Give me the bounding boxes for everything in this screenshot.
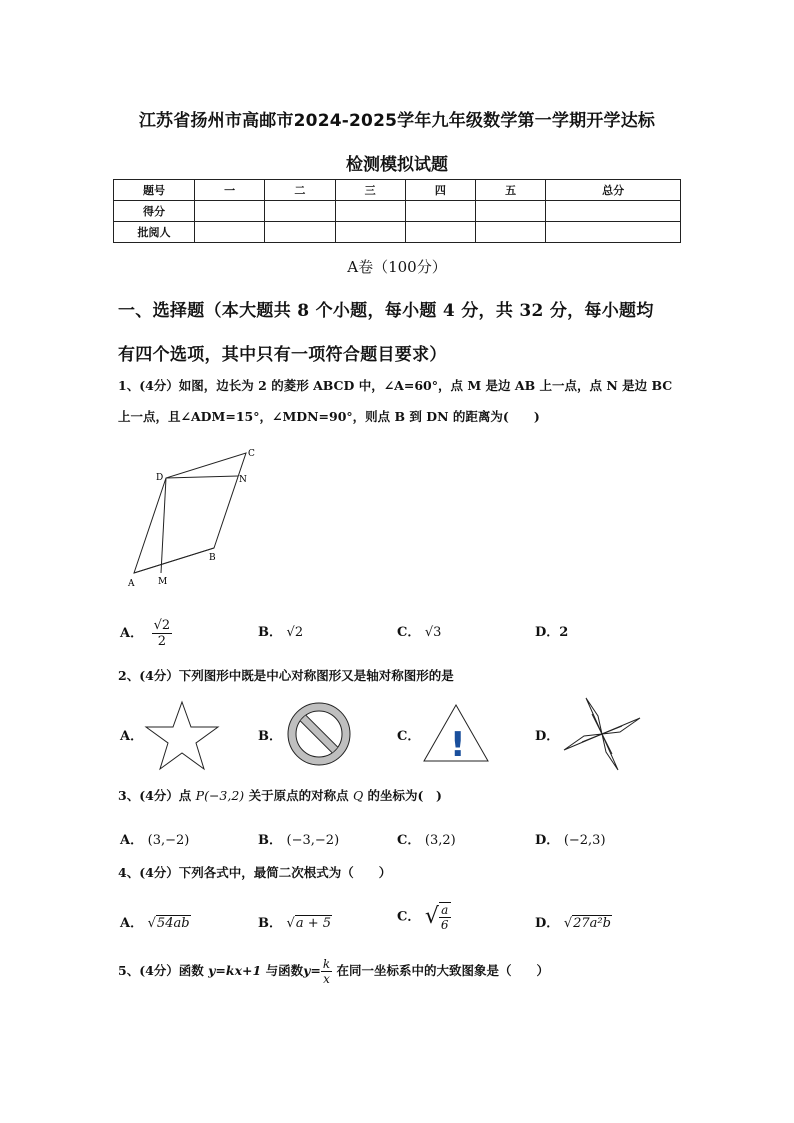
fraction-denominator: 6 (440, 918, 449, 932)
star-icon (144, 700, 220, 772)
question-3-text: 的坐标为( ) (367, 788, 442, 803)
score-table-cell (476, 201, 546, 222)
option-label: A． (120, 833, 144, 848)
figure-label-c: C (248, 449, 255, 459)
figure-label-d: D (156, 473, 164, 483)
q2-option-b-label: B． (258, 729, 282, 744)
option-value: (−2,3) (563, 833, 606, 848)
option-label: C． (397, 625, 421, 640)
fraction-denominator: x (323, 972, 330, 986)
fraction-numerator: √2 (153, 618, 171, 633)
score-table-cell: 三 (335, 180, 405, 201)
fraction-numerator: a (439, 903, 451, 918)
exclamation-mark: ! (450, 725, 466, 764)
question-5 (118, 955, 688, 987)
question-5-text: 与函数 (265, 963, 304, 978)
question-3-text: 关于原点的对称点 (248, 788, 349, 803)
question-3-text: 3、(4分）点 (118, 788, 192, 803)
q4-option-d (535, 912, 612, 931)
option-value: (3,2) (424, 833, 456, 848)
option-label: B． (258, 625, 282, 640)
figure-label-m: M (158, 577, 168, 587)
q2-option-c-label: C． (397, 729, 421, 744)
figure-label-a: A (128, 579, 135, 589)
q4-option-c (397, 902, 451, 932)
function-2-fraction (321, 957, 332, 986)
option-value: (−3,−2) (286, 833, 340, 848)
score-table-row (114, 222, 681, 243)
warning-triangle-icon (421, 702, 491, 764)
score-table (113, 179, 681, 243)
score-table-cell: 一 (195, 180, 265, 201)
option-value: √ $\frac{a}{6}$ (424, 903, 449, 932)
question-1-line1: 1、(4分）如图，边长为 2 的菱形 ABCD 中，∠A=60°，点 M 是边 AB 上一点，点 N 是边 BC (118, 378, 673, 393)
q1-option-a (120, 618, 172, 649)
question-5-text: 5、(4分）函数 (118, 963, 204, 978)
score-table-cell (335, 201, 405, 222)
score-table-cell (546, 222, 681, 243)
section-heading-line2: 有四个选项，其中只有一项符合题目要求） (118, 345, 447, 365)
score-table-row (114, 201, 681, 222)
q1-option-b (258, 621, 303, 640)
option-value: √54ab (147, 916, 190, 931)
option-label: C． (397, 833, 421, 848)
score-table-cell (335, 222, 405, 243)
point-p: P(−3,2) (195, 788, 245, 803)
radicand: a + 5 (295, 916, 332, 931)
q4-option-a (120, 912, 191, 931)
q3-option-b (258, 829, 339, 848)
question-1-line2: 上一点，且∠ADM=15°，∠MDN=90°，则点 B 到 DN 的距离为( ) (118, 409, 540, 424)
score-table-cell (265, 201, 335, 222)
function-2: y= (303, 963, 321, 978)
paper-section-label: A卷（100分） (347, 258, 447, 276)
figure-label-n: N (239, 475, 247, 485)
score-table-cell: 得分 (114, 201, 195, 222)
doc-title-line1: 江苏省扬州市高邮市2024-2025学年九年级数学第一学期开学达标 (138, 111, 656, 131)
score-table-cell (405, 201, 475, 222)
section-heading-line1: 一、选择题（本大题共 8 个小题，每小题 4 分，共 32 分，每小题均 (118, 301, 654, 321)
score-table-cell (195, 222, 265, 243)
option-label: C． (397, 909, 421, 925)
option-value: √27a²b (563, 916, 611, 931)
score-table-cell (476, 222, 546, 243)
q2-option-a-label: A． (120, 729, 144, 744)
pinwheel-icon (562, 696, 642, 772)
option-value: √3 (424, 625, 442, 640)
option-label: D． (535, 916, 560, 931)
rhombus-figure (120, 440, 270, 590)
fraction-denominator: 2 (157, 634, 167, 649)
q1-option-c (397, 621, 441, 640)
score-table-cell: 总分 (546, 180, 681, 201)
score-table-cell (265, 222, 335, 243)
option-value: (3,−2) (147, 833, 190, 848)
score-table-header (114, 180, 681, 201)
q4-option-b (258, 912, 332, 931)
score-table-cell (195, 201, 265, 222)
score-table-cell: 四 (405, 180, 475, 201)
q3-option-a (120, 829, 189, 848)
function-1: y=kx+1 (208, 963, 262, 978)
figure-label-b: B (209, 553, 216, 563)
doc-title-line2: 检测模拟试题 (346, 155, 448, 175)
q3-option-d (535, 829, 606, 848)
score-table-cell: 题号 (114, 180, 195, 201)
q3-option-c (397, 829, 456, 848)
score-table-cell: 二 (265, 180, 335, 201)
point-q: Q (352, 788, 364, 803)
score-table-cell: 五 (476, 180, 546, 201)
score-table-cell (405, 222, 475, 243)
q2-option-d-label: D． (535, 729, 560, 744)
question-3 (118, 780, 688, 812)
radicand: 54ab (156, 916, 190, 931)
option-label: A． (120, 626, 144, 641)
option-value: √2 (286, 625, 304, 640)
score-table-cell: 批阅人 (114, 222, 195, 243)
option-label: A． (120, 916, 144, 931)
option-label: B． (258, 833, 282, 848)
no-entry-sign-icon (286, 701, 352, 767)
option-label: B． (258, 916, 282, 931)
q1-option-d: D．2 (535, 625, 569, 640)
option-label: D． (535, 833, 560, 848)
question-5-text: 在同一坐标系中的大致图象是（ ） (336, 963, 549, 978)
fraction-numerator: k (322, 957, 331, 971)
question-4: 4、(4分）下列各式中，最简二次根式为（ ） (118, 865, 392, 880)
question-2: 2、(4分）下列图形中既是中心对称图形又是轴对称图形的是 (118, 668, 454, 683)
option-value: √a + 5 (286, 916, 332, 931)
score-table-cell (546, 201, 681, 222)
radicand: 27a²b (573, 916, 611, 931)
radicand (439, 902, 451, 932)
option-value (152, 618, 173, 649)
